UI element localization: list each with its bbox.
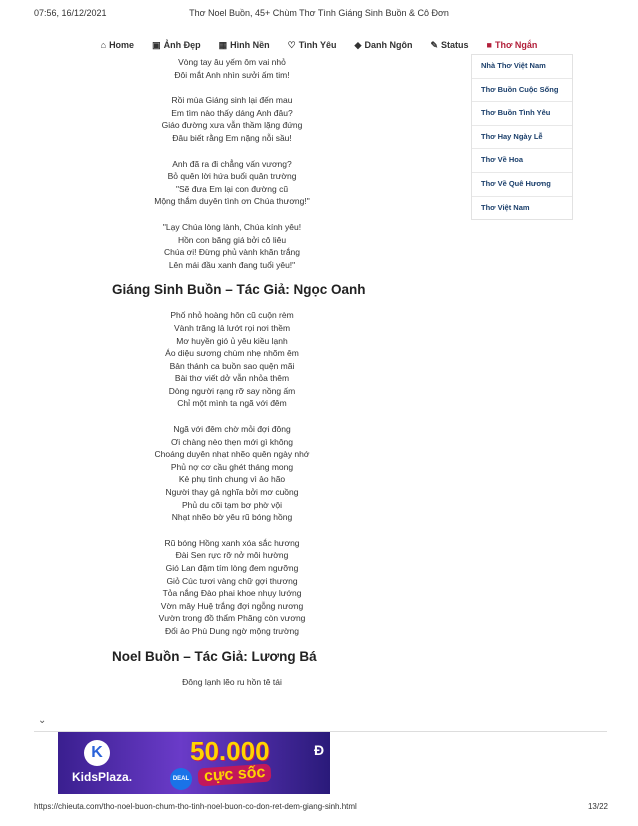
sidebar-link[interactable]: Thơ Buồn Tình Yêu: [472, 102, 572, 126]
poem-line: Anh đã ra đi chẳng vấn vương?: [172, 158, 292, 169]
poem-line: Nhạt nhẽo bờ yêu rũ bóng hồng: [171, 512, 293, 523]
poem-line: Người thay gả nghĩa bởi mơ cuồng: [165, 487, 299, 498]
page-url: https://chieuta.com/tho-noel-buon-chum-tho-tinh-noel-buon-co-don-ret-dem-giang-sinh.html: [34, 802, 357, 811]
poem-line: Mơ huyền gió ủ yêu kiều lạnh: [176, 335, 288, 346]
nav-item-label: Hình Nền: [230, 40, 270, 50]
ad-subtext: cực sốc: [197, 763, 271, 786]
poem-line: Đổi ảo Phù Dung ngờ mộng trường: [164, 625, 300, 636]
poem-line: Bỏ quên lời hứa buổi quân trường: [167, 171, 297, 182]
diamond-icon: ◆: [354, 39, 362, 50]
stanza-break: [112, 145, 352, 158]
poem-line: Kẻ phụ tình chung vì ảo hão: [178, 474, 286, 485]
poem-line: Phố nhỏ hoàng hôn cũ cuộn rèm: [170, 310, 294, 321]
poem-line: Gió Lan đậm tím lòng đem ngưỡng: [165, 563, 299, 573]
poem-line: Đôi mắt Anh nhìn sưởi ấm tim!: [174, 69, 290, 80]
page-number: 13/22: [587, 802, 608, 811]
ad-amount: 50.000: [190, 736, 270, 766]
poem-line: Rồi mùa Giáng sinh lại đến mau: [171, 95, 293, 106]
nav-item-label: Home: [109, 40, 135, 50]
poem-line: Vành trăng lả lướt rọi nơi thềm: [173, 322, 291, 333]
poem-line: Vòng tay âu yếm ôm vai nhỏ: [178, 57, 286, 67]
poem-line: Phủ nợ cơ cầu ghét tháng mong: [170, 461, 294, 472]
nav-item-label: Danh Ngôn: [364, 40, 413, 50]
poem-line: Bài thơ viết dở vẫn nhỏa thêm: [174, 373, 290, 384]
sidebar-link[interactable]: Thơ Về Hoa: [472, 149, 572, 173]
poem-line: Áo diệu sương chùm nhẹ nhõm êm: [165, 348, 299, 359]
poem-line: Choáng duyên nhạt nhẽo quên ngày nhớ: [154, 449, 310, 460]
stanza-break: [112, 208, 352, 221]
poem-line: Đâu biết rằng Em nặng nỗi sầu!: [172, 132, 292, 143]
poem-line: Bản thánh ca buồn sao quện mãi: [169, 360, 295, 371]
poem-line: Ngã với đêm chờ mỏi đợi đông: [173, 424, 291, 435]
deal-badge: DEAL: [170, 768, 192, 790]
nav-item-danh-ngôn[interactable]: [355, 37, 413, 53]
windows-icon: ▦: [218, 39, 228, 50]
stanza-break: [112, 410, 352, 423]
main-navbar: [0, 37, 638, 53]
nav-item-thơ-ngắn[interactable]: [487, 37, 538, 53]
nav-item-label: Tình Yêu: [298, 40, 337, 50]
print-timestamp: 07:56, 16/12/2021: [34, 8, 107, 18]
sidebar-link[interactable]: Thơ Việt Nam: [481, 202, 530, 212]
poem-line: Vờn mây Huệ trắng đợi ngỗng nương: [160, 600, 304, 611]
stanza-break: [112, 524, 352, 537]
poem-line: "Lạy Chúa lòng lành, Chúa kính yêu!: [162, 221, 302, 232]
category-sidebar: [471, 54, 573, 220]
nav-item-label: Ảnh Đẹp: [163, 40, 201, 50]
document-title: Thơ Noel Buồn, 45+ Chùm Thơ Tình Giáng Sinh Buồn & Cô Đơn: [189, 8, 449, 18]
poem-line: Đông lạnh lẽo ru hồn tê tái: [182, 676, 282, 687]
chevron-down-icon[interactable]: ⌄: [38, 715, 47, 726]
poem-line: Rũ bóng Hồng xanh xóa sắc hương: [164, 537, 300, 548]
poem-line: Hồn con băng giá bởi cô liêu: [177, 234, 287, 245]
poem-line: Chúa ơi! Đừng phủ vành khăn trắng: [163, 247, 301, 258]
ad-brand: KidsPlaza.: [72, 770, 133, 784]
poem-line: Giỏ Cúc tươi vàng chữ gợi thương: [166, 575, 298, 586]
poem-line: Chỉ một mình ta ngã với đêm: [177, 398, 287, 409]
sidebar-link[interactable]: Nhà Thơ Việt Nam: [472, 55, 572, 79]
article-content: [112, 56, 366, 688]
nav-item-tình-yêu[interactable]: [288, 37, 337, 53]
poem-line: Ơi chàng nèo thẹn mới gì không: [170, 436, 294, 447]
ad-amount-suffix: Đ: [314, 742, 325, 758]
nav-item-hình-nền[interactable]: [219, 37, 270, 53]
book-icon: ■: [486, 40, 492, 50]
poem-line: Dòng người rạng rỡ say nồng ấm: [168, 385, 296, 396]
poem-line: Giáo đường xưa vẫn thầm lặng đứng: [161, 120, 303, 131]
poem-line: Em tìm nào thấy dáng Anh đâu?: [171, 107, 293, 118]
nav-item-label: Status: [441, 40, 469, 50]
home-icon: ⌂: [100, 40, 107, 50]
poem-line: Vườn trong đồ thẩm Phăng còn vương: [158, 613, 306, 624]
nav-item-label: Thơ Ngắn: [494, 40, 538, 50]
section-heading: Giáng Sinh Buồn – Tác Giả: Ngọc Oanh: [112, 282, 366, 298]
section-heading: Noel Buồn – Tác Giả: Lương Bá: [112, 648, 317, 664]
advertisement-banner[interactable]: [58, 732, 330, 794]
sidebar-link[interactable]: Thơ Buồn Cuộc Sống: [472, 79, 572, 103]
nav-item-home[interactable]: [101, 37, 134, 53]
stanza-break: [112, 81, 352, 94]
poem-line: Lên mái đầu xanh đang tuổi yêu!": [168, 259, 296, 270]
sidebar-link[interactable]: Thơ Hay Ngày Lễ: [472, 126, 572, 150]
poem-line: Mộng thắm duyên tình ơn Chúa thương!": [154, 196, 310, 207]
image-icon: ▣: [152, 39, 161, 50]
poem-line: "Sẽ đưa Em lại con đường cũ: [175, 183, 289, 194]
edit-icon: ✎: [430, 39, 438, 50]
nav-item-ảnh-đẹp[interactable]: [152, 37, 201, 53]
poem-line: Tỏa nắng Đào phai khoe nhụy lướng: [162, 588, 302, 599]
poem-line: Đài Sen rực rỡ nở môi hường: [175, 550, 289, 561]
poem-line: Phủ du cõi tạm bơ phờ vội: [182, 499, 282, 510]
nav-item-status[interactable]: [430, 37, 468, 53]
sidebar-link[interactable]: Thơ Về Quê Hương: [472, 173, 572, 197]
pdf-header: [0, 0, 638, 20]
heart-icon: ♡: [287, 39, 296, 50]
kidsplaza-logo-icon: K: [84, 740, 110, 766]
